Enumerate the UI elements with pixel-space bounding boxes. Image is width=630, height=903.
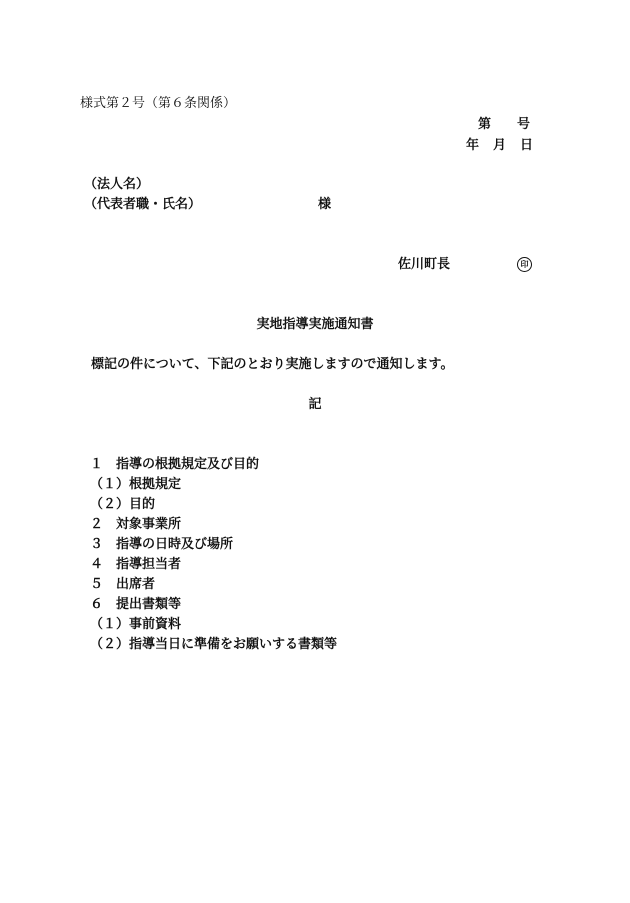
list-item: １ 指導の根拠規定及び目的	[90, 457, 260, 472]
document-title: 実地指導実施通知書	[256, 317, 374, 332]
honorific: 様	[318, 197, 332, 212]
sender-name: 佐川町長	[398, 257, 451, 272]
seal-mark: 印	[517, 257, 532, 272]
ki-heading: 記	[308, 397, 322, 412]
list-item: （１）根拠規定	[90, 477, 182, 492]
issue-date	[466, 139, 533, 152]
list-item: ６ 提出書類等	[90, 597, 182, 612]
date-month: 月	[493, 138, 507, 153]
representative-label: （代表者職・氏名）	[84, 197, 202, 212]
list-item: （２）目的	[90, 497, 156, 512]
list-item: （２）指導当日に準備をお願いする書類等	[90, 637, 338, 652]
doc-number-suffix: 号	[517, 117, 531, 132]
list-item: （１）事前資料	[90, 617, 182, 632]
corporation-name-label: （法人名）	[84, 177, 150, 192]
list-item: ４ 指導担当者	[90, 557, 182, 572]
item-list	[90, 458, 337, 658]
document-number	[478, 118, 530, 131]
list-item: ３ 指導の日時及び場所	[90, 537, 234, 552]
date-year: 年	[466, 138, 480, 153]
form-number: 様式第２号（第６条関係）	[80, 96, 237, 111]
body-text: 標記の件について、下記のとおり実施しますので通知します。	[91, 357, 454, 372]
list-item: ５ 出席者	[90, 577, 156, 592]
doc-number-prefix: 第	[478, 117, 492, 132]
date-day: 日	[520, 138, 534, 153]
list-item: ２ 対象事業所	[90, 517, 182, 532]
